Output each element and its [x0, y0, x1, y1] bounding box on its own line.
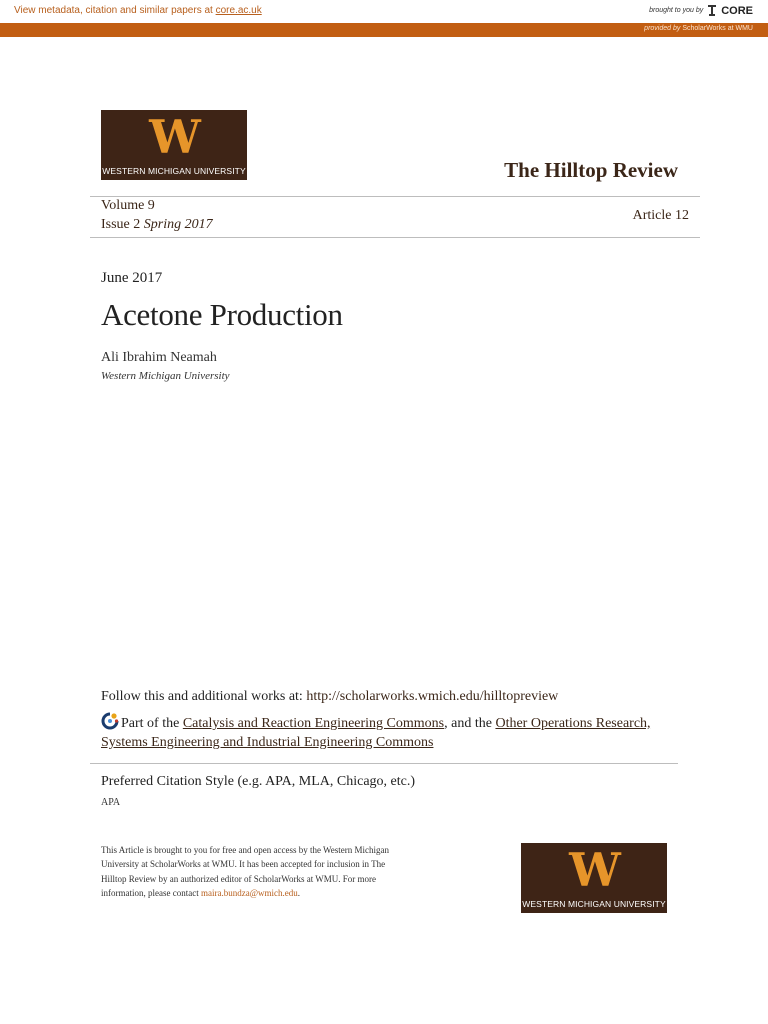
core-banner — [0, 0, 768, 24]
follow-label: Follow this and additional works at: — [101, 689, 307, 704]
core-metadata-label: View metadata, citation and similar papers at — [14, 5, 216, 16]
follow-works — [101, 689, 558, 705]
issue-number: Issue 2 — [101, 217, 141, 232]
author-name: Ali Ibrahim Neamah — [101, 350, 217, 365]
provided-by-prefix: provided by — [644, 25, 681, 32]
wmu-logo-top — [101, 110, 247, 180]
provided-by-text[interactable] — [644, 25, 753, 32]
core-metadata-text — [14, 5, 262, 16]
operations-research-commons-link[interactable]: Other Operations Research, Systems Engineering and Industrial Engineering Commons — [101, 716, 651, 750]
citation-style-heading: Preferred Citation Style (e.g. APA, MLA, Chicago, etc.) — [101, 774, 416, 789]
part-of-commons — [101, 712, 681, 752]
divider-issue — [90, 237, 700, 238]
divider-top — [90, 196, 700, 197]
core-logo: CORE — [721, 4, 753, 17]
article-title: Acetone Production — [101, 297, 343, 332]
publication-date: June 2017 — [101, 270, 163, 286]
brought-to-you-label: brought to you by — [649, 7, 704, 14]
author-affiliation: Western Michigan University — [101, 370, 230, 382]
wmu-logo-bottom — [521, 843, 667, 913]
issue-season: Spring 2017 — [143, 217, 213, 232]
disclaimer-end: . — [297, 887, 300, 898]
wmu-logo-name-bottom: WESTERN MICHIGAN UNIVERSITY — [522, 899, 666, 909]
access-disclaimer — [101, 843, 391, 900]
citation-style-value: APA — [101, 797, 121, 808]
wmu-logo-name: WESTERN MICHIGAN UNIVERSITY — [102, 166, 246, 176]
follow-url-link[interactable]: http://scholarworks.wmich.edu/hilltopreview — [306, 689, 559, 704]
part-of-label: Part of the — [121, 716, 183, 731]
commons-connector: , and the — [444, 716, 496, 731]
core-icon — [707, 4, 717, 17]
catalysis-commons-link[interactable]: Catalysis and Reaction Engineering Commons — [182, 716, 445, 731]
issue-label — [101, 217, 213, 233]
wmu-w-mark-bottom: W — [569, 843, 619, 897]
divider-citation — [90, 763, 678, 764]
contact-email-link[interactable]: maira.bundza@wmich.edu — [200, 887, 298, 898]
disclaimer-text: This Article is brought to you for free and open access by the Western Michigan University at ScholarWorks at WMU. It has been accepted for inclusion in The Hilltop Review by an authorized editor of ScholarWorks at WMU. For more information, please contact — [101, 845, 390, 898]
volume-label: Volume 9 — [101, 198, 155, 213]
core-link[interactable]: core.ac.uk — [215, 5, 262, 16]
commons-network-icon — [101, 712, 119, 730]
wmu-w-mark: W — [149, 110, 199, 164]
article-number: Article 12 — [632, 208, 689, 223]
provided-by-name: ScholarWorks at WMU — [682, 25, 753, 32]
journal-title: The Hilltop Review — [504, 158, 678, 182]
core-brand[interactable] — [649, 4, 753, 17]
provided-by-bar — [0, 23, 768, 37]
